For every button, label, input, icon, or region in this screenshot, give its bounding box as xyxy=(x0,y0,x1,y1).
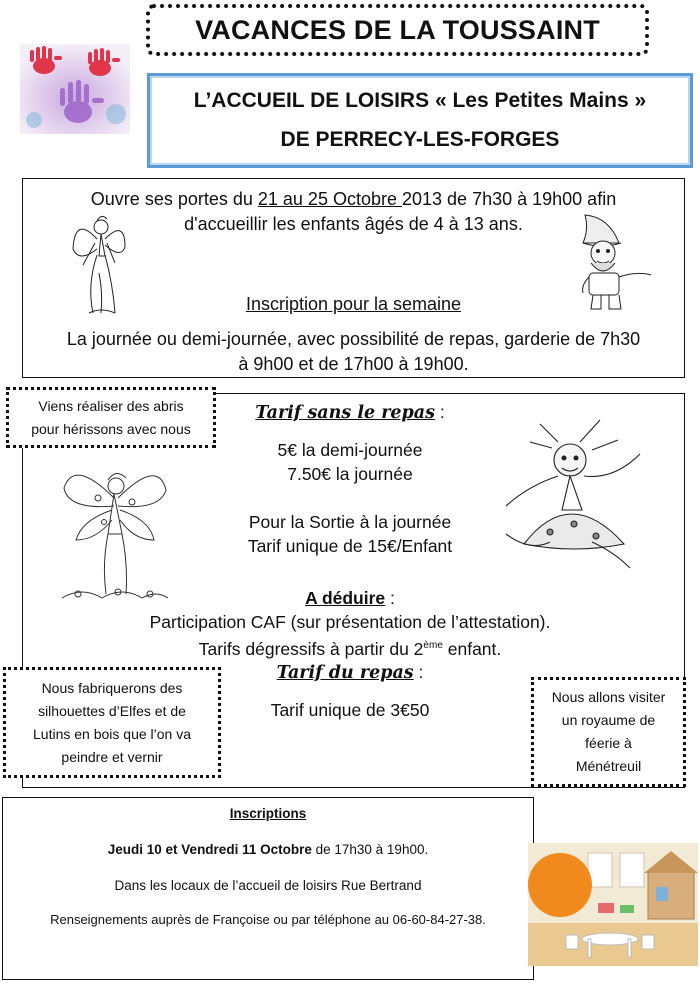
degressive-sup: ème xyxy=(423,640,443,651)
opening-prefix: Ouvre ses portes du xyxy=(90,189,258,209)
inscriptions-dates xyxy=(3,842,533,857)
week-registration-heading: Inscription pour la semaine xyxy=(245,294,462,314)
degressive-line xyxy=(0,634,700,661)
note-line: Nous fabriquerons des xyxy=(41,679,183,696)
note-line: silhouettes d’Elfes et de xyxy=(38,702,186,719)
dancing-elf-drawing xyxy=(500,414,650,572)
note-line: Nous allons visiter xyxy=(551,689,666,705)
half-day-price: 5€ la demi-journée xyxy=(277,440,423,460)
inscriptions-box xyxy=(2,797,534,980)
subtitle-line-1: L’ACCUEIL DE LOISIRS « Les Petites Mains » xyxy=(193,89,647,113)
meal-tarif-heading: Tarif du repas xyxy=(276,663,414,683)
outing-line-1: Pour la Sortie à la journée xyxy=(248,512,452,532)
opening-dates: 21 au 25 Octobre xyxy=(257,189,402,209)
page-title: VACANCES DE LA TOUSSAINT xyxy=(195,14,600,45)
options-line-2: à 9h00 et de 17h00 à 19h00. xyxy=(238,354,469,374)
inscriptions-heading: Inscriptions xyxy=(229,806,307,821)
degressive-prefix: Tarifs dégressifs à partir du 2 xyxy=(198,638,424,659)
degressive-suffix: enfant. xyxy=(442,638,502,659)
playroom-photo xyxy=(528,843,698,966)
caf-line: Participation CAF (sur présentation de l’attestation). xyxy=(149,612,551,632)
opening-dates-line xyxy=(23,187,684,212)
note-line: Ménétreuil xyxy=(575,758,642,774)
note-line: Lutins en bois que l’on va xyxy=(33,725,191,742)
no-meal-tarif-heading: Tarif sans le repas xyxy=(255,403,435,423)
inscriptions-hours: de 17h30 à 19h00. xyxy=(311,842,429,857)
deduct-heading: A déduire xyxy=(305,588,386,608)
heading-colon: : xyxy=(434,402,445,422)
note-line: féerie à xyxy=(585,735,632,751)
options-line-1: La journée ou demi-journée, avec possibilité de repas, garderie de 7h30 xyxy=(66,329,641,349)
opening-age-line: d'accueillir les enfants âgés de 4 à 13 ans. xyxy=(184,214,523,234)
painted-hands-image xyxy=(20,44,130,134)
inscriptions-contact: Renseignements auprès de Françoise ou par téléphone au 06-60-84-27-38. xyxy=(50,912,486,927)
note-line: un royaume de xyxy=(561,712,656,728)
note-line: peindre et vernir xyxy=(61,748,163,765)
inscriptions-dates-bold: Jeudi 10 et Vendredi 11 Octobre xyxy=(107,842,312,857)
kingdom-visit-note xyxy=(531,677,686,787)
full-day-price: 7.50€ la journée xyxy=(287,464,413,484)
elves-activity-note xyxy=(3,667,221,778)
outing-line-2: Tarif unique de 15€/Enfant xyxy=(247,536,453,556)
opening-info-box xyxy=(22,178,685,378)
heading-colon: : xyxy=(413,662,424,682)
flower-fairy-drawing xyxy=(58,458,170,608)
subtitle-box xyxy=(147,73,693,168)
title-box xyxy=(146,4,649,56)
opening-hours: 2013 de 7h30 à 19h00 afin xyxy=(402,189,617,209)
meal-price: Tarif unique de 3€50 xyxy=(270,700,430,720)
note-line: Viens réaliser des abris xyxy=(38,397,184,414)
note-line: pour hérissons avec nous xyxy=(31,420,191,437)
hedgehog-activity-note xyxy=(6,387,216,448)
inscriptions-location: Dans les locaux de l’accueil de loisirs Rue Bertrand xyxy=(114,878,422,893)
heading-colon: : xyxy=(385,588,395,608)
subtitle-line-2: DE PERRECY-LES-FORGES xyxy=(280,127,560,151)
